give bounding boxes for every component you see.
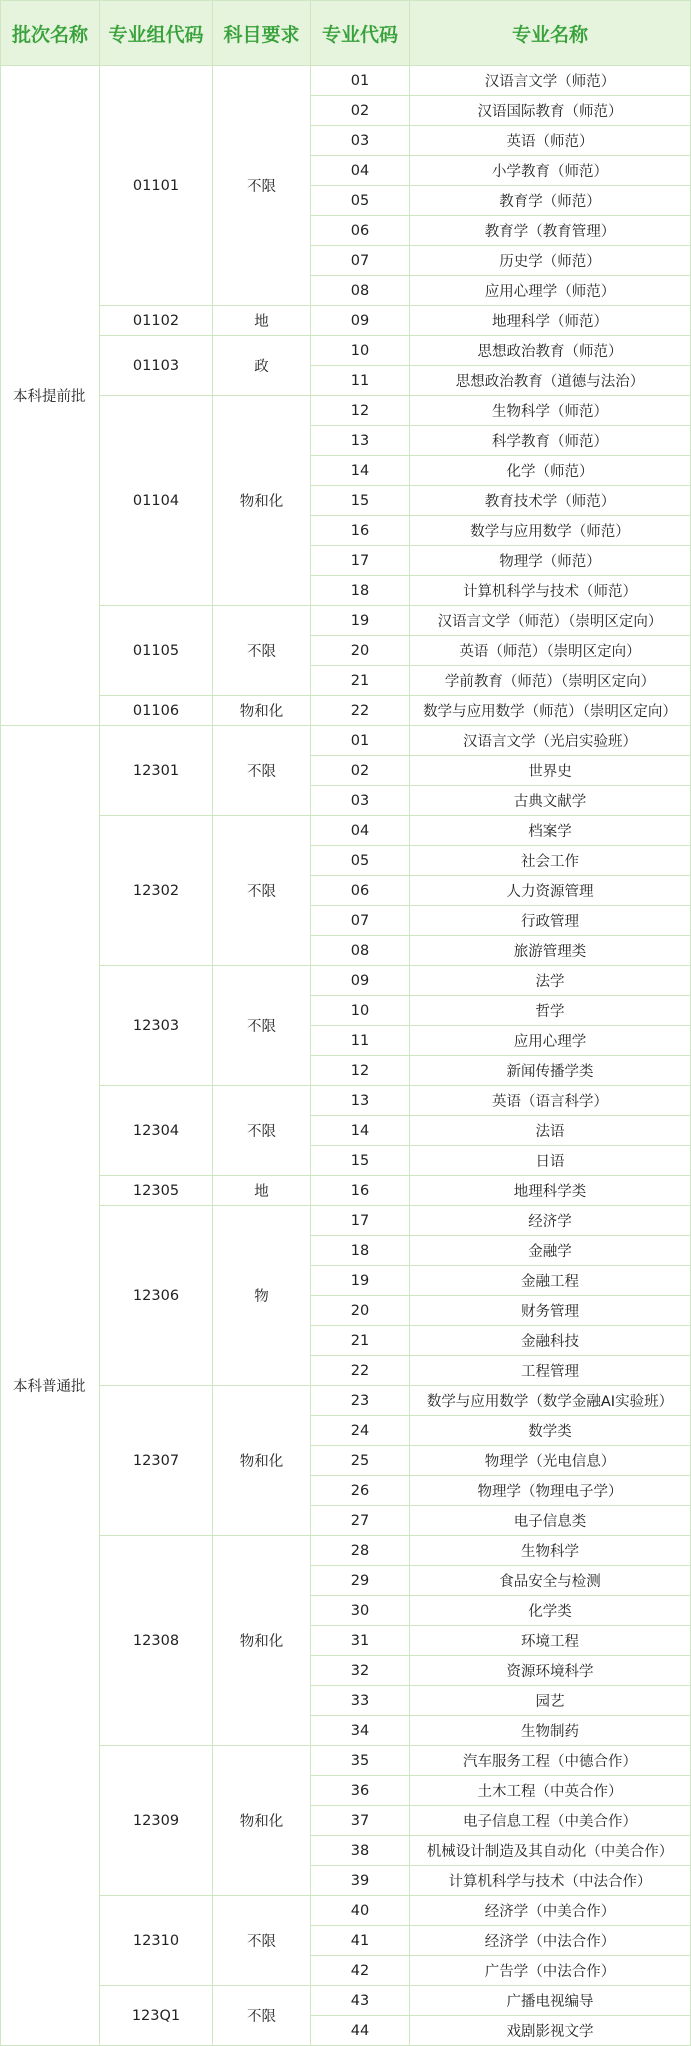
major-name-cell: 法学 xyxy=(410,966,691,996)
major-code-cell: 28 xyxy=(311,1536,410,1566)
major-code-cell: 21 xyxy=(311,666,410,696)
major-name-cell: 汉语言文学（师范）（崇明区定向） xyxy=(410,606,691,636)
major-name-cell: 教育技术学（师范） xyxy=(410,486,691,516)
group-code-cell: 12301 xyxy=(100,726,213,816)
major-code-cell: 13 xyxy=(311,426,410,456)
subject-requirement-cell: 物和化 xyxy=(213,396,311,606)
group-code-cell: 01102 xyxy=(100,306,213,336)
major-code-cell: 17 xyxy=(311,1206,410,1236)
major-code-cell: 15 xyxy=(311,1146,410,1176)
major-code-cell: 04 xyxy=(311,156,410,186)
major-code-cell: 22 xyxy=(311,696,410,726)
major-code-cell: 02 xyxy=(311,756,410,786)
major-code-cell: 17 xyxy=(311,546,410,576)
major-code-cell: 23 xyxy=(311,1386,410,1416)
table-row xyxy=(1,396,691,426)
group-code-cell: 12308 xyxy=(100,1536,213,1746)
group-code-cell: 12306 xyxy=(100,1206,213,1386)
table-row xyxy=(1,1086,691,1116)
major-name-cell: 学前教育（师范）（崇明区定向） xyxy=(410,666,691,696)
header-group-code: 专业组代码 xyxy=(100,1,213,66)
group-code-cell: 12307 xyxy=(100,1386,213,1536)
major-code-cell: 12 xyxy=(311,1056,410,1086)
major-code-cell: 37 xyxy=(311,1806,410,1836)
major-code-cell: 42 xyxy=(311,1956,410,1986)
group-code-cell: 12309 xyxy=(100,1746,213,1896)
major-name-cell: 物理学（物理电子学） xyxy=(410,1476,691,1506)
table-row xyxy=(1,1176,691,1206)
table-row xyxy=(1,1896,691,1926)
major-name-cell: 思想政治教育（师范） xyxy=(410,336,691,366)
major-name-cell: 环境工程 xyxy=(410,1626,691,1656)
major-code-cell: 15 xyxy=(311,486,410,516)
major-name-cell: 生物科学 xyxy=(410,1536,691,1566)
major-name-cell: 地理科学（师范） xyxy=(410,306,691,336)
major-code-cell: 30 xyxy=(311,1596,410,1626)
major-code-cell: 19 xyxy=(311,606,410,636)
header-subject-requirement: 科目要求 xyxy=(213,1,311,66)
table-row xyxy=(1,696,691,726)
table-row xyxy=(1,1206,691,1236)
major-name-cell: 思想政治教育（道德与法治） xyxy=(410,366,691,396)
major-code-cell: 05 xyxy=(311,846,410,876)
major-name-cell: 资源环境科学 xyxy=(410,1656,691,1686)
table-row xyxy=(1,816,691,846)
major-name-cell: 社会工作 xyxy=(410,846,691,876)
major-name-cell: 地理科学类 xyxy=(410,1176,691,1206)
major-code-cell: 05 xyxy=(311,186,410,216)
group-code-cell: 123Q1 xyxy=(100,1986,213,2046)
table-body xyxy=(1,66,691,2046)
major-name-cell: 英语（师范） xyxy=(410,126,691,156)
table-row xyxy=(1,1386,691,1416)
group-code-cell: 01104 xyxy=(100,396,213,606)
table-row xyxy=(1,1536,691,1566)
group-code-cell: 12304 xyxy=(100,1086,213,1176)
major-code-cell: 12 xyxy=(311,396,410,426)
major-code-cell: 26 xyxy=(311,1476,410,1506)
major-code-cell: 06 xyxy=(311,216,410,246)
major-name-cell: 数学与应用数学（数学金融AI实验班） xyxy=(410,1386,691,1416)
major-code-cell: 01 xyxy=(311,726,410,756)
major-code-cell: 16 xyxy=(311,516,410,546)
major-name-cell: 古典文献学 xyxy=(410,786,691,816)
major-code-cell: 13 xyxy=(311,1086,410,1116)
subject-requirement-cell: 政 xyxy=(213,336,311,396)
header-major-code: 专业代码 xyxy=(311,1,410,66)
group-code-cell: 12310 xyxy=(100,1896,213,1986)
subject-requirement-cell: 物 xyxy=(213,1206,311,1386)
group-code-cell: 01105 xyxy=(100,606,213,696)
major-code-cell: 18 xyxy=(311,1236,410,1266)
major-code-cell: 24 xyxy=(311,1416,410,1446)
major-name-cell: 英语（师范）（崇明区定向） xyxy=(410,636,691,666)
major-name-cell: 财务管理 xyxy=(410,1296,691,1326)
major-code-cell: 39 xyxy=(311,1866,410,1896)
group-code-cell: 12303 xyxy=(100,966,213,1086)
major-name-cell: 数学与应用数学（师范）（崇明区定向） xyxy=(410,696,691,726)
major-name-cell: 戏剧影视文学 xyxy=(410,2016,691,2046)
major-name-cell: 计算机科学与技术（中法合作） xyxy=(410,1866,691,1896)
major-name-cell: 土木工程（中英合作） xyxy=(410,1776,691,1806)
major-name-cell: 汽车服务工程（中德合作） xyxy=(410,1746,691,1776)
major-name-cell: 计算机科学与技术（师范） xyxy=(410,576,691,606)
major-code-cell: 36 xyxy=(311,1776,410,1806)
subject-requirement-cell: 物和化 xyxy=(213,1746,311,1896)
subject-requirement-cell: 物和化 xyxy=(213,1386,311,1536)
major-code-cell: 03 xyxy=(311,786,410,816)
major-name-cell: 化学类 xyxy=(410,1596,691,1626)
major-name-cell: 法语 xyxy=(410,1116,691,1146)
major-name-cell: 电子信息类 xyxy=(410,1506,691,1536)
major-code-cell: 20 xyxy=(311,636,410,666)
subject-requirement-cell: 不限 xyxy=(213,726,311,816)
major-name-cell: 档案学 xyxy=(410,816,691,846)
major-name-cell: 人力资源管理 xyxy=(410,876,691,906)
major-name-cell: 应用心理学（师范） xyxy=(410,276,691,306)
major-code-cell: 40 xyxy=(311,1896,410,1926)
group-code-cell: 01106 xyxy=(100,696,213,726)
major-name-cell: 教育学（师范） xyxy=(410,186,691,216)
major-name-cell: 历史学（师范） xyxy=(410,246,691,276)
major-code-cell: 27 xyxy=(311,1506,410,1536)
subject-requirement-cell: 不限 xyxy=(213,1986,311,2046)
major-name-cell: 经济学（中法合作） xyxy=(410,1926,691,1956)
major-code-cell: 16 xyxy=(311,1176,410,1206)
subject-requirement-cell: 地 xyxy=(213,306,311,336)
major-name-cell: 应用心理学 xyxy=(410,1026,691,1056)
major-name-cell: 行政管理 xyxy=(410,906,691,936)
major-code-cell: 44 xyxy=(311,2016,410,2046)
header-batch-name: 批次名称 xyxy=(1,1,100,66)
group-code-cell: 12305 xyxy=(100,1176,213,1206)
major-code-cell: 29 xyxy=(311,1566,410,1596)
major-code-cell: 19 xyxy=(311,1266,410,1296)
major-name-cell: 教育学（教育管理） xyxy=(410,216,691,246)
major-code-cell: 03 xyxy=(311,126,410,156)
major-name-cell: 物理学（光电信息） xyxy=(410,1446,691,1476)
header-major-name: 专业名称 xyxy=(410,1,691,66)
major-code-cell: 35 xyxy=(311,1746,410,1776)
major-code-cell: 08 xyxy=(311,936,410,966)
major-name-cell: 英语（语言科学） xyxy=(410,1086,691,1116)
major-code-cell: 22 xyxy=(311,1356,410,1386)
major-name-cell: 电子信息工程（中美合作） xyxy=(410,1806,691,1836)
major-name-cell: 新闻传播学类 xyxy=(410,1056,691,1086)
subject-requirement-cell: 不限 xyxy=(213,1896,311,1986)
major-name-cell: 小学教育（师范） xyxy=(410,156,691,186)
major-code-cell: 33 xyxy=(311,1686,410,1716)
major-name-cell: 日语 xyxy=(410,1146,691,1176)
group-code-cell: 12302 xyxy=(100,816,213,966)
major-code-cell: 31 xyxy=(311,1626,410,1656)
table-row xyxy=(1,966,691,996)
major-code-cell: 21 xyxy=(311,1326,410,1356)
major-code-cell: 20 xyxy=(311,1296,410,1326)
major-code-cell: 09 xyxy=(311,966,410,996)
major-code-cell: 10 xyxy=(311,996,410,1026)
major-code-cell: 43 xyxy=(311,1986,410,2016)
header-row xyxy=(1,1,691,66)
subject-requirement-cell: 地 xyxy=(213,1176,311,1206)
major-code-cell: 08 xyxy=(311,276,410,306)
major-code-cell: 34 xyxy=(311,1716,410,1746)
major-name-cell: 经济学 xyxy=(410,1206,691,1236)
batch-name-cell: 本科提前批 xyxy=(1,66,100,726)
major-code-cell: 02 xyxy=(311,96,410,126)
table-row xyxy=(1,1986,691,2016)
major-name-cell: 数学与应用数学（师范） xyxy=(410,516,691,546)
major-code-cell: 14 xyxy=(311,1116,410,1146)
major-code-cell: 06 xyxy=(311,876,410,906)
table-row xyxy=(1,726,691,756)
major-code-cell: 25 xyxy=(311,1446,410,1476)
major-name-cell: 生物科学（师范） xyxy=(410,396,691,426)
major-code-cell: 09 xyxy=(311,306,410,336)
major-name-cell: 汉语言文学（师范） xyxy=(410,66,691,96)
batch-name-cell: 本科普通批 xyxy=(1,726,100,2046)
table-row xyxy=(1,66,691,96)
group-code-cell: 01103 xyxy=(100,336,213,396)
major-name-cell: 汉语国际教育（师范） xyxy=(410,96,691,126)
subject-requirement-cell: 不限 xyxy=(213,66,311,306)
major-code-cell: 14 xyxy=(311,456,410,486)
major-name-cell: 旅游管理类 xyxy=(410,936,691,966)
table-row xyxy=(1,606,691,636)
subject-requirement-cell: 物和化 xyxy=(213,696,311,726)
major-name-cell: 工程管理 xyxy=(410,1356,691,1386)
major-name-cell: 生物制药 xyxy=(410,1716,691,1746)
subject-requirement-cell: 物和化 xyxy=(213,1536,311,1746)
major-name-cell: 金融科技 xyxy=(410,1326,691,1356)
major-name-cell: 食品安全与检测 xyxy=(410,1566,691,1596)
major-name-cell: 物理学（师范） xyxy=(410,546,691,576)
major-code-cell: 11 xyxy=(311,1026,410,1056)
major-code-cell: 18 xyxy=(311,576,410,606)
major-name-cell: 数学类 xyxy=(410,1416,691,1446)
subject-requirement-cell: 不限 xyxy=(213,816,311,966)
major-name-cell: 科学教育（师范） xyxy=(410,426,691,456)
major-name-cell: 园艺 xyxy=(410,1686,691,1716)
major-code-cell: 01 xyxy=(311,66,410,96)
major-name-cell: 广播电视编导 xyxy=(410,1986,691,2016)
major-name-cell: 金融学 xyxy=(410,1236,691,1266)
major-name-cell: 金融工程 xyxy=(410,1266,691,1296)
major-code-cell: 07 xyxy=(311,906,410,936)
major-name-cell: 化学（师范） xyxy=(410,456,691,486)
major-code-cell: 07 xyxy=(311,246,410,276)
major-name-cell: 经济学（中美合作） xyxy=(410,1896,691,1926)
major-code-cell: 11 xyxy=(311,366,410,396)
major-name-cell: 哲学 xyxy=(410,996,691,1026)
major-code-cell: 41 xyxy=(311,1926,410,1956)
major-code-cell: 10 xyxy=(311,336,410,366)
subject-requirement-cell: 不限 xyxy=(213,1086,311,1176)
major-name-cell: 世界史 xyxy=(410,756,691,786)
table-row xyxy=(1,1746,691,1776)
table-row xyxy=(1,336,691,366)
major-code-cell: 32 xyxy=(311,1656,410,1686)
subject-requirement-cell: 不限 xyxy=(213,606,311,696)
table-row xyxy=(1,306,691,336)
major-name-cell: 广告学（中法合作） xyxy=(410,1956,691,1986)
major-name-cell: 汉语言文学（光启实验班） xyxy=(410,726,691,756)
major-code-cell: 38 xyxy=(311,1836,410,1866)
major-name-cell: 机械设计制造及其自动化（中美合作） xyxy=(410,1836,691,1866)
group-code-cell: 01101 xyxy=(100,66,213,306)
subject-requirement-cell: 不限 xyxy=(213,966,311,1086)
major-code-cell: 04 xyxy=(311,816,410,846)
